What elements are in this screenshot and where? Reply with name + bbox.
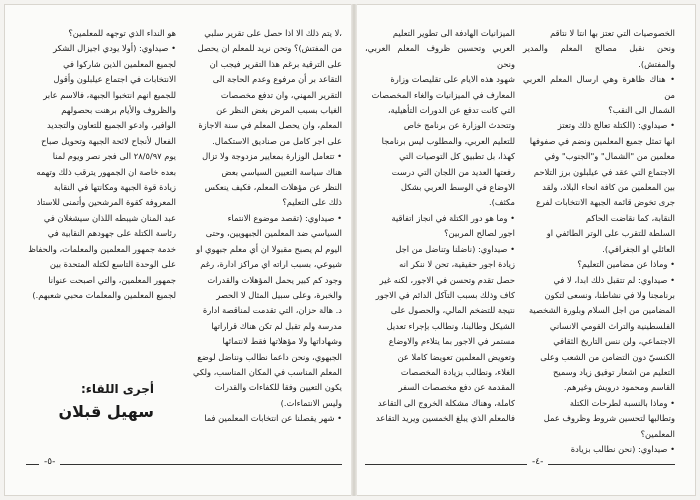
interviewer-signature	[26, 382, 154, 421]
signature-name: سهيل قبلان	[58, 402, 154, 421]
footer-rule	[365, 464, 675, 465]
footer-rule	[26, 464, 342, 465]
left-page	[4, 4, 351, 496]
page-number: -٤-	[527, 457, 548, 467]
magazine-spread	[4, 4, 696, 496]
left-page-left-column: هو النداء الذي توجهه للمعلمين؟ • صيداوي: (أولا يودي اجيزال الشكر لجميع المعلمين الذين شاركوا في الانتخابات في اجتماع عيلبلون وأقول للجميع انهم انتخبوا الجبهة، فالاسم عابر والظروف والأيام برهنت بحصولهم الوافير، وادعو الجميع للتعاون والتجديد الفعال لأنجاح لائحة الجبهة وتحويل صباح يوم ٢٨/٥/٩٧ الى فجر نصر ويوم لمنا بعده خاصة ان الجمهور يترقب ذلك وتهمه زيادة قوة الجبهة ومكانتها في النقابة المعروفة كقوة المرشحين وأتمنى للاستاذ عبد المنان شيبطه اللذان سيشغلان في رئاسة الكتلة على جهودهم النقابية في خدمة جمهور المعلمين والمعلمات، والحفاظ على الوحدة التاسع لكتلة المتحدة بين جمهور المعلمين، والتي اصبحت عنوانا لجميع المعلمين والمعلمات محبي شعبهم.)	[28, 28, 176, 300]
signature-label: أجرى اللقاء:	[81, 382, 154, 396]
page-number: -٥-	[39, 457, 60, 467]
right-page-right-column: الخصوصيات التي تعتز بها انتا لا نتاقم ونحن نقبل مصالح المعلم والمدير والمفتش). • هناك ظاهرة وهي ارسال المعلم العربي من الشمال الى النقب؟ • صيداوي: (الكتلة تعالج ذلك وتعتز انها تمثل جميع المعلمين ونضم في صفوفها معلمين من "الشمال" و"الجنوب" وفي الاجتماع التي عقد في عيلبلون برز التلاحم بين المعلمين من كافة انحاء البلاد، ولقد جرى تخوض قائمة الجبهة الانتخابات لفرع النقابة، كما نقاضت الحاكم السلطة للتقرب على الوتر الطائفي او العائلي او الجغرافي). • وماذا عن مضامين التعليم؟ • صيداوي: لم تتقبل ذلك ابدا، لا في برنامجنا ولا في نشاطنا، ونسعى لتكون المضامين من اجل السلام وبلورة الشخصية الفلسطينية والتراث القومي الانساني الاجتماعي، ولن ننس التاريخ الثقافي الكنسيّ دون التضامن من الشعب وعلى التعليم من اشعار توفيق زياد وسميح القاسم ومحمود درويش وغيرهم. • وماذا بالنسبة لطرحات الكتلة وتطالبها لتحسين شروط وظروف عمل المعلمين؟ • صيداوي: (نحن نطالب بزيادة	[523, 28, 675, 454]
right-page	[357, 4, 696, 496]
left-page-right-column: ،لا يتم ذلك الا اذا حصل على تقرير سلبي من المفتش)؟ وتحن نريد للمعلم ان يحصل على الترقية برغم هذا التقرير فيجب ان التقاعد بر أن مرفوع وعدم الحاجة الى التقرير المهني، وان تدفع مخصصات الغياب بسبب المرض بغض النظر عن المعلم، وان يحصل المعلم في سنة الاجازة على اجر كامل من صناديق الاستكمال. • تتعامل الوزارة بمعايير مزدوجة ولا تزال هناك سياسة التعيين السياسي بعض النظر عن مؤهلات المعلم، فكيف ينعكس ذلك على التعليم؟ • صيداوي: (تقصد موضوع الانتماء السياسي ضد المعلمين الجبهويين، وحتى اليوم لم يصبح مقبولا ان أي معلم جبهوي او شيوعي، بسبب اراته اي مراكز ادارة، رغم وجود كم كبير يحمل المؤهلات والقدرات والخبرة، وعلى سبيل المثال لا الحصر د. هالة حزان، التي تقدمت لمناقصة ادارة مدرسة ولم تقبل لم تكن هناك قراراتها وشهاداتها ولا مؤهلاتها فقط لانتمائها الجبهوي، ونحن داعما نطالب ونناضل لوضع المعلم المناسب في المكان المناسب، ولكي يكون التعيين وفقا للكفاءات والقدرات وليس الانتماءات.) • شهر يقصلنا عن انتخابات المعلمين فما	[192, 28, 342, 424]
right-page-left-column: الميزانيات الهادفة الى تطوير التعليم العربي وتحسين ظروف المعلم العربي، ونحن شهود هذه الايام على تقليصات وزارة المعارف في الميزانيات والغاء المخصصات التي كانت تدفع عن الدورات التأهيلية، وتتحدث الوزارة عن برنامج خاص للتعليم العربي، والمطلوب ليس برنامجا كهذا، بل تطبيق كل التوصيات التي رفعتها العديد من اللجان التي درست الاوضاع في الوسط العربي بشكل مكثف). • وما هو دور الكتلة في انجاز اتفاقية اجور لصالح المربين؟ • صيداوي: (ناضلنا وتناضل من اجل زيادة اجور حقيقية، تحن لا ننكر انه حصل تقدم وتحسن في الاجور، لكنه غير كاف وذلك بسبب التآكل الدائم في الاجور نتيجة للتضخم المالي، والحصول على الشيكل وطالبنا، ونطالب بإجراء تعديل مستمر في الاجور بما يتلاءم والاوضاع وتعويض المعلمين تعويضا كاملا عن الغلاء، ونطالب بزيادة المخصصات المقدمة عن دفع مخصصات السفر كاملة، وهناك مشكلة الخروج الى التقاعد فالمعلم الذي يبلغ الخمسين ويريد التقاعد	[365, 28, 515, 424]
